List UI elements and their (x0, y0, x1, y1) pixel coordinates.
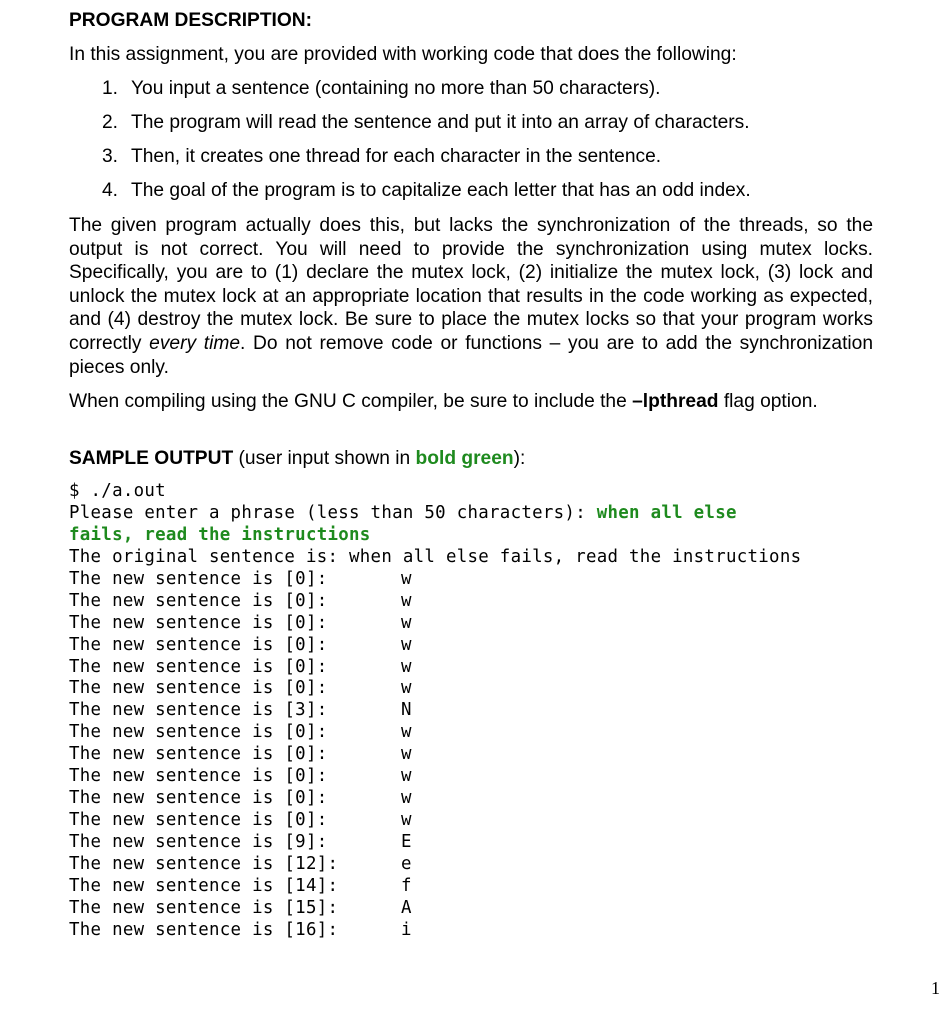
table-row (69, 568, 801, 590)
list-number: 4. (102, 180, 119, 201)
original-sentence-line: The original sentence is: when all else fails, read the instructions (69, 546, 802, 567)
row-character: w (401, 634, 412, 655)
table-row (69, 656, 801, 678)
list-text: Then, it creates one thread for each character in the sentence. (131, 146, 662, 167)
row-character: f (401, 875, 412, 896)
row-character: w (401, 788, 412, 809)
row-label: The new sentence is [0]: (69, 766, 328, 787)
row-character: w (401, 810, 412, 831)
list-number: 3. (102, 146, 119, 167)
table-row (69, 897, 801, 919)
row-character: w (401, 656, 412, 677)
row-label: The new sentence is [0]: (69, 744, 328, 765)
paragraph-text: The given program actually does this, but lacks the synchronization of the threads, so the output is not correct. You will need to provide the synchronization using mutex locks. Specifically, you are to (1) declare the mutex lock, (2) initialize the mutex lock, (3) lock and unlock the mutex lock at an appropriate location that results in the code working as expected, and (4) destroy the mutex lock. Be sure to place the mutex locks so that your program works correctly (69, 215, 873, 354)
table-row (69, 853, 801, 875)
sample-output-label (69, 448, 525, 470)
row-character: N (401, 700, 412, 721)
row-label: The new sentence is [0]: (69, 568, 328, 589)
row-character: w (401, 612, 412, 633)
prompt-line (69, 502, 801, 524)
row-label: The new sentence is [12]: (69, 853, 339, 874)
row-character: w (401, 678, 412, 699)
page-number: 1 (931, 978, 940, 998)
row-character: w (401, 722, 412, 743)
sample-label-green: bold green (415, 448, 514, 469)
section-title: PROGRAM DESCRIPTION: (69, 10, 313, 31)
table-row (69, 677, 801, 699)
list-item (69, 112, 751, 146)
table-row (69, 919, 801, 941)
list-text: The goal of the program is to capitalize each letter that has an odd index. (131, 180, 751, 201)
table-row (69, 612, 801, 634)
row-character: A (401, 897, 412, 918)
row-label: The new sentence is [14]: (69, 875, 339, 896)
user-input-text: when all else (596, 502, 737, 523)
row-character: w (401, 590, 412, 611)
table-row (69, 765, 801, 787)
intro-text: In this assignment, you are provided with working code that does the following: (69, 44, 737, 65)
paragraph-text: . Do not remove code or functions – you are to add the synchronization pieces only. (69, 332, 874, 378)
row-label: The new sentence is [15]: (69, 897, 339, 918)
table-row (69, 634, 801, 656)
list-number: 1. (102, 78, 119, 99)
row-label: The new sentence is [9]: (69, 832, 328, 852)
table-row (69, 590, 801, 612)
prompt-line-continued (69, 524, 801, 546)
paragraph-text: flag option. (718, 391, 818, 412)
sample-label-end: ): (513, 448, 526, 469)
sync-instructions-paragraph (69, 214, 873, 379)
row-label: The new sentence is [0]: (69, 590, 328, 611)
table-row (69, 875, 801, 897)
row-character: e (401, 853, 412, 874)
list-number: 2. (102, 112, 119, 133)
row-label: The new sentence is [0]: (69, 810, 328, 831)
row-label: The new sentence is [0]: (69, 656, 328, 677)
table-row (69, 699, 801, 721)
table-row (69, 831, 801, 853)
user-input-text: fails, read the instructions (69, 524, 371, 545)
row-label: The new sentence is [0]: (69, 788, 328, 809)
prompt-text: Please enter a phrase (less than 50 characters): (69, 502, 597, 523)
list-item (69, 146, 751, 180)
row-character: i (401, 919, 412, 940)
row-character: w (401, 568, 412, 589)
list-item (69, 78, 751, 112)
paragraph-text: When compiling using the GNU C compiler, be sure to include the (69, 391, 633, 412)
row-character: w (401, 744, 412, 765)
table-row (69, 721, 801, 743)
flag-text: –lpthread (632, 391, 719, 412)
output-rows (69, 568, 801, 941)
table-row (69, 787, 801, 809)
compile-instructions-paragraph (69, 390, 873, 414)
row-label: The new sentence is [0]: (69, 634, 328, 655)
command-line: $ ./a.out (69, 481, 166, 501)
sample-label-mid: (user input shown in (233, 448, 416, 469)
sample-label-bold: SAMPLE OUTPUT (69, 448, 234, 469)
row-label: The new sentence is [0]: (69, 722, 328, 743)
row-character: E (401, 832, 412, 852)
row-label: The new sentence is [3]: (69, 700, 328, 721)
table-row (69, 743, 801, 765)
row-label: The new sentence is [0]: (69, 612, 328, 633)
emphasis-text: every time (149, 332, 241, 354)
row-label: The new sentence is [16]: (69, 919, 339, 940)
list-item (69, 180, 751, 214)
list-text: You input a sentence (containing no more than 50 characters). (131, 78, 661, 99)
table-row (69, 809, 801, 831)
row-character: w (401, 766, 412, 787)
row-label: The new sentence is [0]: (69, 678, 328, 699)
list-text: The program will read the sentence and put it into an array of characters. (131, 112, 750, 133)
sample-output-block (69, 480, 801, 941)
steps-list (69, 78, 751, 214)
